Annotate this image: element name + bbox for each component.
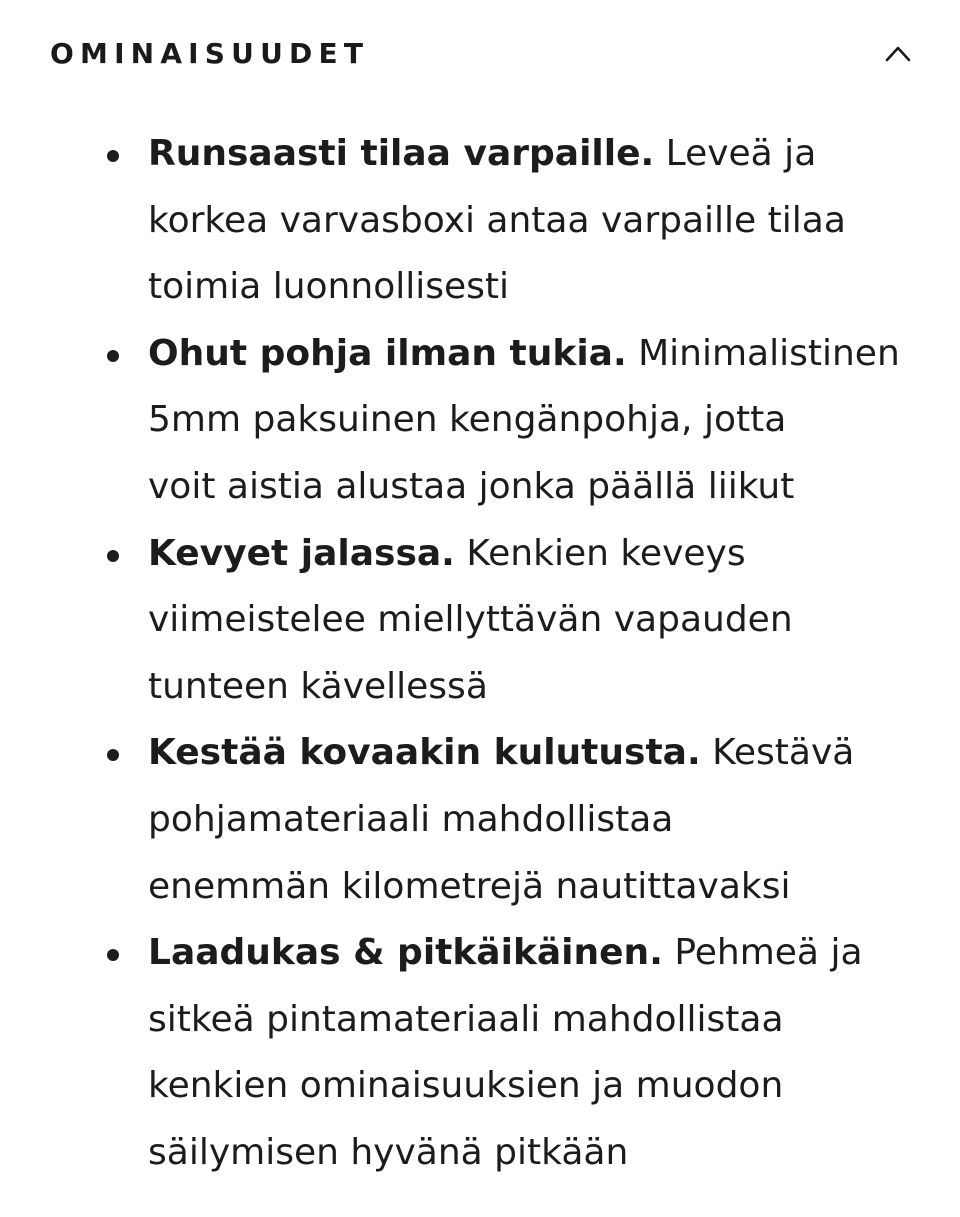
feature-text: sitkeä pintamateriaali mahdollistaa (148, 998, 784, 1040)
feature-item (0, 920, 960, 1186)
bullet-icon (107, 550, 119, 562)
feature-title: Laadukas & pitkäikäinen. (148, 932, 663, 974)
feature-text: Minimalistinen (638, 332, 900, 374)
feature-text: Kestävä (712, 732, 855, 774)
feature-text: kenkien ominaisuuksien ja muodon (148, 1065, 784, 1107)
feature-title: Ohut pohja ilman tukia. (148, 332, 627, 374)
feature-text: enemmän kilometrejä nautittavaksi (148, 865, 791, 907)
bullet-icon (107, 749, 119, 761)
feature-text: korkea varvasboxi antaa varpaille tilaa (148, 199, 846, 241)
bullet-icon (107, 150, 119, 162)
accordion-title: OMINAISUUDET (50, 37, 370, 70)
feature-text: 5mm paksuinen kengänpohja, jotta (148, 399, 787, 441)
bullet-icon (107, 949, 119, 961)
bullet-icon (107, 350, 119, 362)
feature-text: tunteen kävellessä (148, 665, 488, 707)
feature-text: Kenkien keveys (466, 532, 746, 574)
feature-list (0, 121, 960, 1187)
feature-item (0, 521, 960, 721)
feature-title: Runsaasti tilaa varpaille. (148, 133, 655, 174)
feature-text: viimeistelee miellyttävän vapauden (148, 599, 793, 641)
feature-text: säilymisen hyvänä pitkään (148, 1131, 629, 1173)
feature-title: Kestää kovaakin kulutusta. (148, 732, 701, 774)
feature-text: toimia luonnollisesti (148, 266, 510, 308)
feature-text: pohjamateriaali mahdollistaa (148, 798, 674, 840)
feature-text: voit aistia alustaa jonka päällä liikut (148, 465, 795, 507)
feature-item (0, 720, 960, 920)
feature-text: Leveä ja (665, 133, 817, 174)
feature-item (0, 121, 960, 321)
accordion-header[interactable] (0, 0, 960, 106)
chevron-up-icon[interactable] (884, 40, 912, 68)
feature-item (0, 321, 960, 521)
feature-title: Kevyet jalassa. (148, 532, 455, 574)
feature-text: Pehmeä ja (674, 932, 863, 974)
